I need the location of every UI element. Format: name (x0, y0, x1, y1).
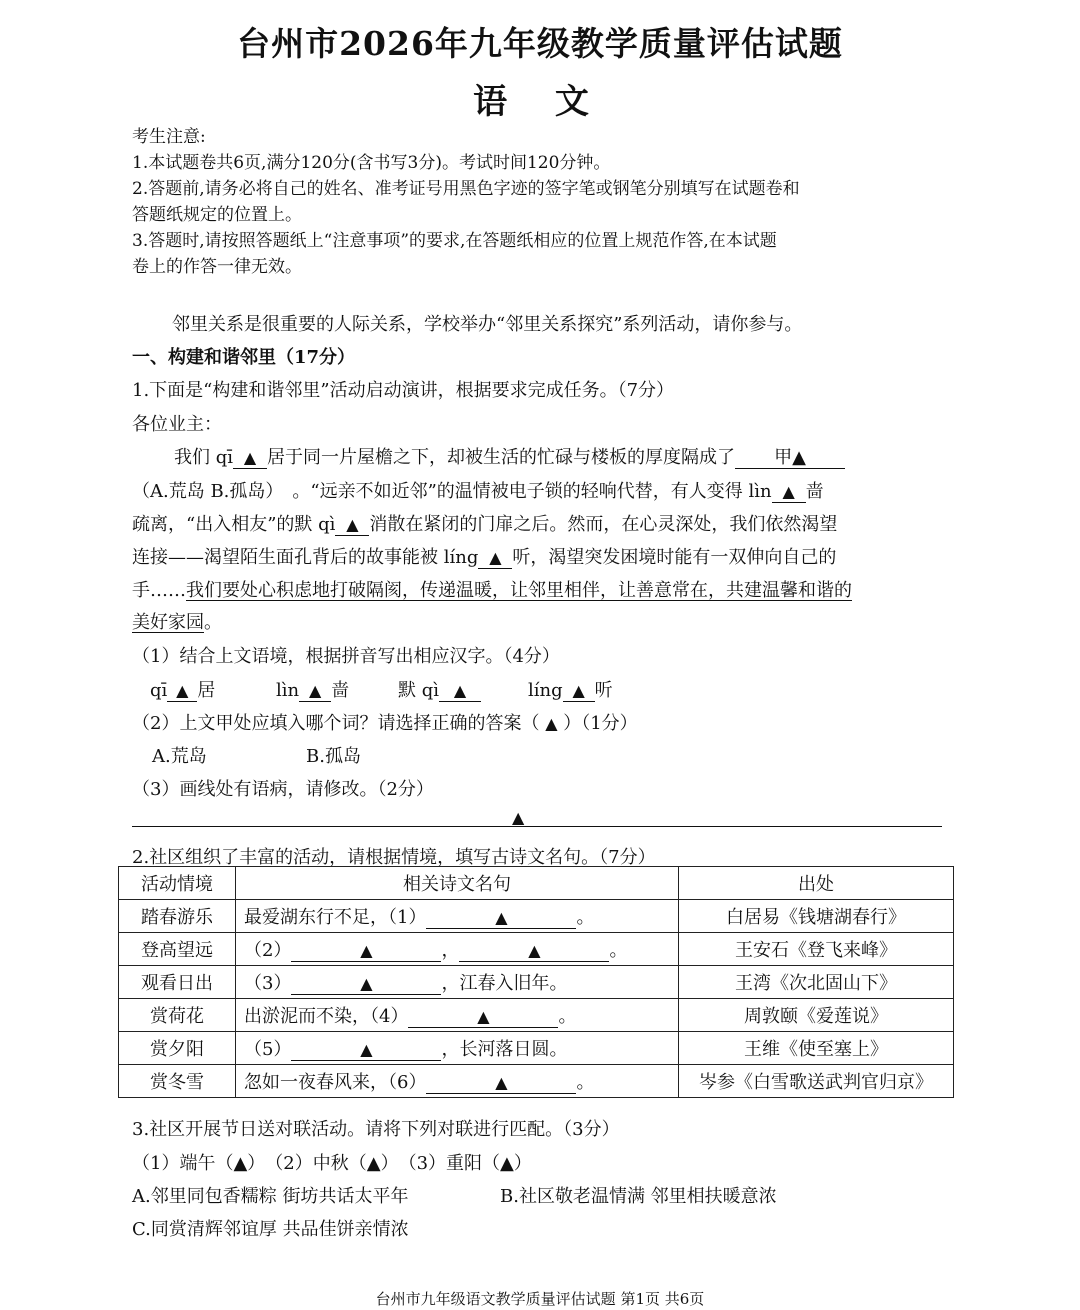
notice-item-2a: 2.答题前,请务必将自己的姓名、准考证号用黑色字迹的签字笔或钢笔分别填写在试题卷和 (132, 179, 800, 199)
lines-cell (236, 933, 679, 966)
line-text: ，长河落日圆。 (441, 1039, 568, 1060)
triangle-icon: ▲ (572, 681, 585, 700)
triangle-icon: ▲ (360, 974, 373, 993)
speech-text: 我们 qī (174, 447, 234, 468)
line-punct: 。 (609, 940, 628, 961)
answer-blank[interactable] (291, 974, 441, 995)
line-text: 出淤泥而不染，（4） (244, 1006, 409, 1027)
exam-title: 台州市2026年九年级教学质量评估试题 (237, 24, 843, 63)
triangle-icon: ▲ (495, 908, 508, 927)
notice-item-3a: 3.答题时,请按照答题纸上“注意事项”的要求,在答题纸相应的位置上规范作答,在本试题 (132, 231, 777, 251)
scene-cell: 踏春游乐 (119, 900, 236, 933)
triangle-icon: ▲ (453, 681, 467, 700)
source-cell: 王维《使至塞上》 (679, 1032, 954, 1065)
triangle-icon: ▲ (243, 448, 257, 467)
underlined-sentence-end: 美好家园 (132, 612, 204, 633)
answer-blank[interactable] (291, 1040, 441, 1061)
line-punct: ， (441, 940, 460, 961)
lines-cell (236, 900, 679, 933)
triangle-icon: ▲ (782, 482, 795, 501)
line-text: （5） (244, 1039, 292, 1060)
table-row (119, 966, 954, 999)
line-text: 忽如一夜春风来，（6） (244, 1072, 427, 1093)
option-b: B.孤岛 (306, 746, 361, 767)
line-punct: 。 (558, 1006, 577, 1027)
table-row (119, 1032, 954, 1065)
line-text: 最爱湖东行不足，（1） (244, 907, 427, 928)
pinyin-qi: qī (150, 680, 168, 701)
blank-jia[interactable] (735, 448, 845, 469)
answer-blank[interactable] (299, 681, 331, 702)
triangle-icon: ▲ (545, 714, 558, 733)
pinyin-ling: líng (528, 680, 563, 701)
answer-blank[interactable] (426, 1073, 576, 1094)
pinyin-char: 啬 (331, 680, 350, 701)
header-lines: 相关诗文名句 (236, 867, 679, 900)
source-cell: 王安石《登飞来峰》 (679, 933, 954, 966)
pinyin-row (276, 676, 349, 702)
triangle-icon: ▲ (489, 548, 502, 567)
q1-sub1: （1）结合上文语境，根据拼音写出相应汉字。（4分） (132, 646, 560, 667)
answer-blank[interactable] (478, 548, 512, 569)
option-a: A.荒岛 (152, 746, 207, 767)
triangle-icon: ▲ (512, 808, 525, 827)
triangle-icon: ▲ (346, 515, 359, 534)
speech-line-5 (132, 576, 852, 602)
speech-line-4 (132, 543, 836, 569)
pinyin-lin: lìn (276, 680, 300, 701)
speech-text: 手…… (132, 580, 186, 601)
answer-blank[interactable] (291, 941, 441, 962)
q1-sub2-score: ）（1分） (563, 713, 638, 734)
exam-subject: 语 文 (473, 82, 607, 122)
speech-line-3 (132, 510, 837, 536)
header-source: 出处 (679, 867, 954, 900)
speech-text: 疏离，“出入相友”的默 qì (132, 514, 336, 535)
triangle-icon: ▲ (495, 1073, 508, 1092)
scene-cell: 赏夕阳 (119, 1032, 236, 1065)
table-header-row (119, 867, 954, 900)
source-cell: 周敦颐《爱莲说》 (679, 999, 954, 1032)
speech-text: 连接——渴望陌生面孔背后的故事能被 líng (132, 547, 479, 568)
answer-blank[interactable] (335, 515, 369, 536)
table-row (119, 1065, 954, 1098)
section-1-heading: 一、构建和谐邻里（17分） (132, 347, 356, 368)
line-text: （2） (244, 940, 292, 961)
q1-greeting: 各位业主： (132, 414, 222, 435)
pinyin-row (398, 676, 481, 702)
answer-blank[interactable] (426, 908, 576, 929)
table-row (119, 933, 954, 966)
q3-option-c: C.同赏清辉邻谊厚 共品佳饼亲情浓 (132, 1219, 409, 1240)
speech-text: 啬 (805, 481, 824, 502)
blank-jia-label: 甲▲ (774, 447, 806, 468)
underlined-sentence: 我们要处心积虑地打破隔阂，传递温暖，让邻里相伴，让善意常在，共建温馨和谐的 (186, 580, 852, 601)
intro-text: 邻里关系是很重要的人际关系，学校举办“邻里关系探究”系列活动，请你参与。 (172, 314, 803, 335)
pinyin-char: 居 (197, 680, 216, 701)
source-cell: 王湾《次北固山下》 (679, 966, 954, 999)
speech-text: 。 (204, 612, 222, 633)
notice-item-3b: 卷上的作答一律无效。 (132, 257, 302, 277)
line-text: （3） (244, 973, 292, 994)
q3-items: （1）端午（▲） （2）中秋（▲） （3）重阳（▲） (132, 1153, 532, 1174)
answer-blank[interactable] (459, 941, 609, 962)
line-punct: 。 (576, 907, 595, 928)
q3-stem: 3.社区开展节日送对联活动。请将下列对联进行匹配。（3分） (132, 1119, 620, 1140)
answer-blank[interactable] (167, 681, 197, 702)
q1-sub2 (132, 709, 638, 735)
notice-item-1: 1.本试题卷共6页,满分120分(含书写3分)。考试时间120分钟。 (132, 153, 611, 173)
speech-text: （A.荒岛 B.孤岛） 。“远亲不如近邻”的温情被电子锁的轻响代替，有人变得 lìn (132, 481, 772, 502)
speech-line-2 (132, 477, 824, 503)
triangle-icon: ▲ (360, 1040, 373, 1059)
lines-cell (236, 966, 679, 999)
source-cell: 白居易《钱塘湖春行》 (679, 900, 954, 933)
lines-cell (236, 1032, 679, 1065)
triangle-icon: ▲ (308, 681, 322, 700)
q3-option-b: B.社区敬老温情满 邻里相扶暖意浓 (500, 1186, 777, 1207)
triangle-icon: ▲ (176, 681, 189, 700)
q2-stem: 2.社区组织了丰富的活动，请根据情境，填写古诗文名句。（7分） (132, 847, 656, 868)
answer-blank[interactable] (439, 681, 481, 702)
header-scene: 活动情境 (119, 867, 236, 900)
notice-item-2b: 答题纸规定的位置上。 (132, 205, 302, 225)
triangle-icon: ▲ (477, 1007, 490, 1026)
notice-heading: 考生注意: (132, 127, 206, 147)
pinyin-row (528, 676, 613, 702)
speech-line-6 (132, 608, 222, 634)
source-cell: 岑参《白雪歌送武判官归京》 (679, 1065, 954, 1098)
scene-cell: 观看日出 (119, 966, 236, 999)
line-punct: 。 (576, 1072, 595, 1093)
table-row (119, 999, 954, 1032)
lines-cell (236, 1065, 679, 1098)
scene-cell: 赏荷花 (119, 999, 236, 1032)
answer-blank[interactable] (408, 1007, 558, 1028)
answer-blank[interactable] (772, 482, 806, 503)
speech-text: 居于同一片屋檐之下，却被生活的忙碌与楼板的厚度隔成了 (267, 447, 736, 468)
poem-table (118, 866, 954, 1098)
speech-text: 消散在紧闭的门扉之后。然而，在心灵深处，我们依然渴望 (369, 514, 838, 535)
triangle-icon: ▲ (528, 941, 541, 960)
line-text: ，江春入旧年。 (441, 973, 568, 994)
answer-line[interactable] (132, 826, 942, 827)
answer-blank[interactable] (563, 681, 595, 702)
speech-text: 听，渴望突发困境时能有一双伸向自己的 (512, 547, 837, 568)
page-footer: 台州市九年级语文教学质量评估试题 第1页 共6页 (375, 1290, 705, 1308)
scene-cell: 赏冬雪 (119, 1065, 236, 1098)
q3-option-a: A.邻里同包香糯粽 街坊共话太平年 (132, 1186, 409, 1207)
answer-blank[interactable] (233, 448, 267, 469)
speech-line-1 (174, 443, 845, 469)
triangle-icon: ▲ (360, 941, 373, 960)
table-row (119, 900, 954, 933)
pinyin-char: 听 (594, 680, 613, 701)
scene-cell: 登高望远 (119, 933, 236, 966)
pinyin-qi2: 默 qì (398, 680, 440, 701)
pinyin-row (150, 676, 215, 702)
q1-sub2-text: （2）上文甲处应填入哪个词？请选择正确的答案（ (132, 713, 540, 734)
lines-cell (236, 999, 679, 1032)
q1-sub3: （3）画线处有语病，请修改。（2分） (132, 779, 434, 800)
q1-stem: 1.下面是“构建和谐邻里”活动启动演讲，根据要求完成任务。（7分） (132, 380, 675, 401)
